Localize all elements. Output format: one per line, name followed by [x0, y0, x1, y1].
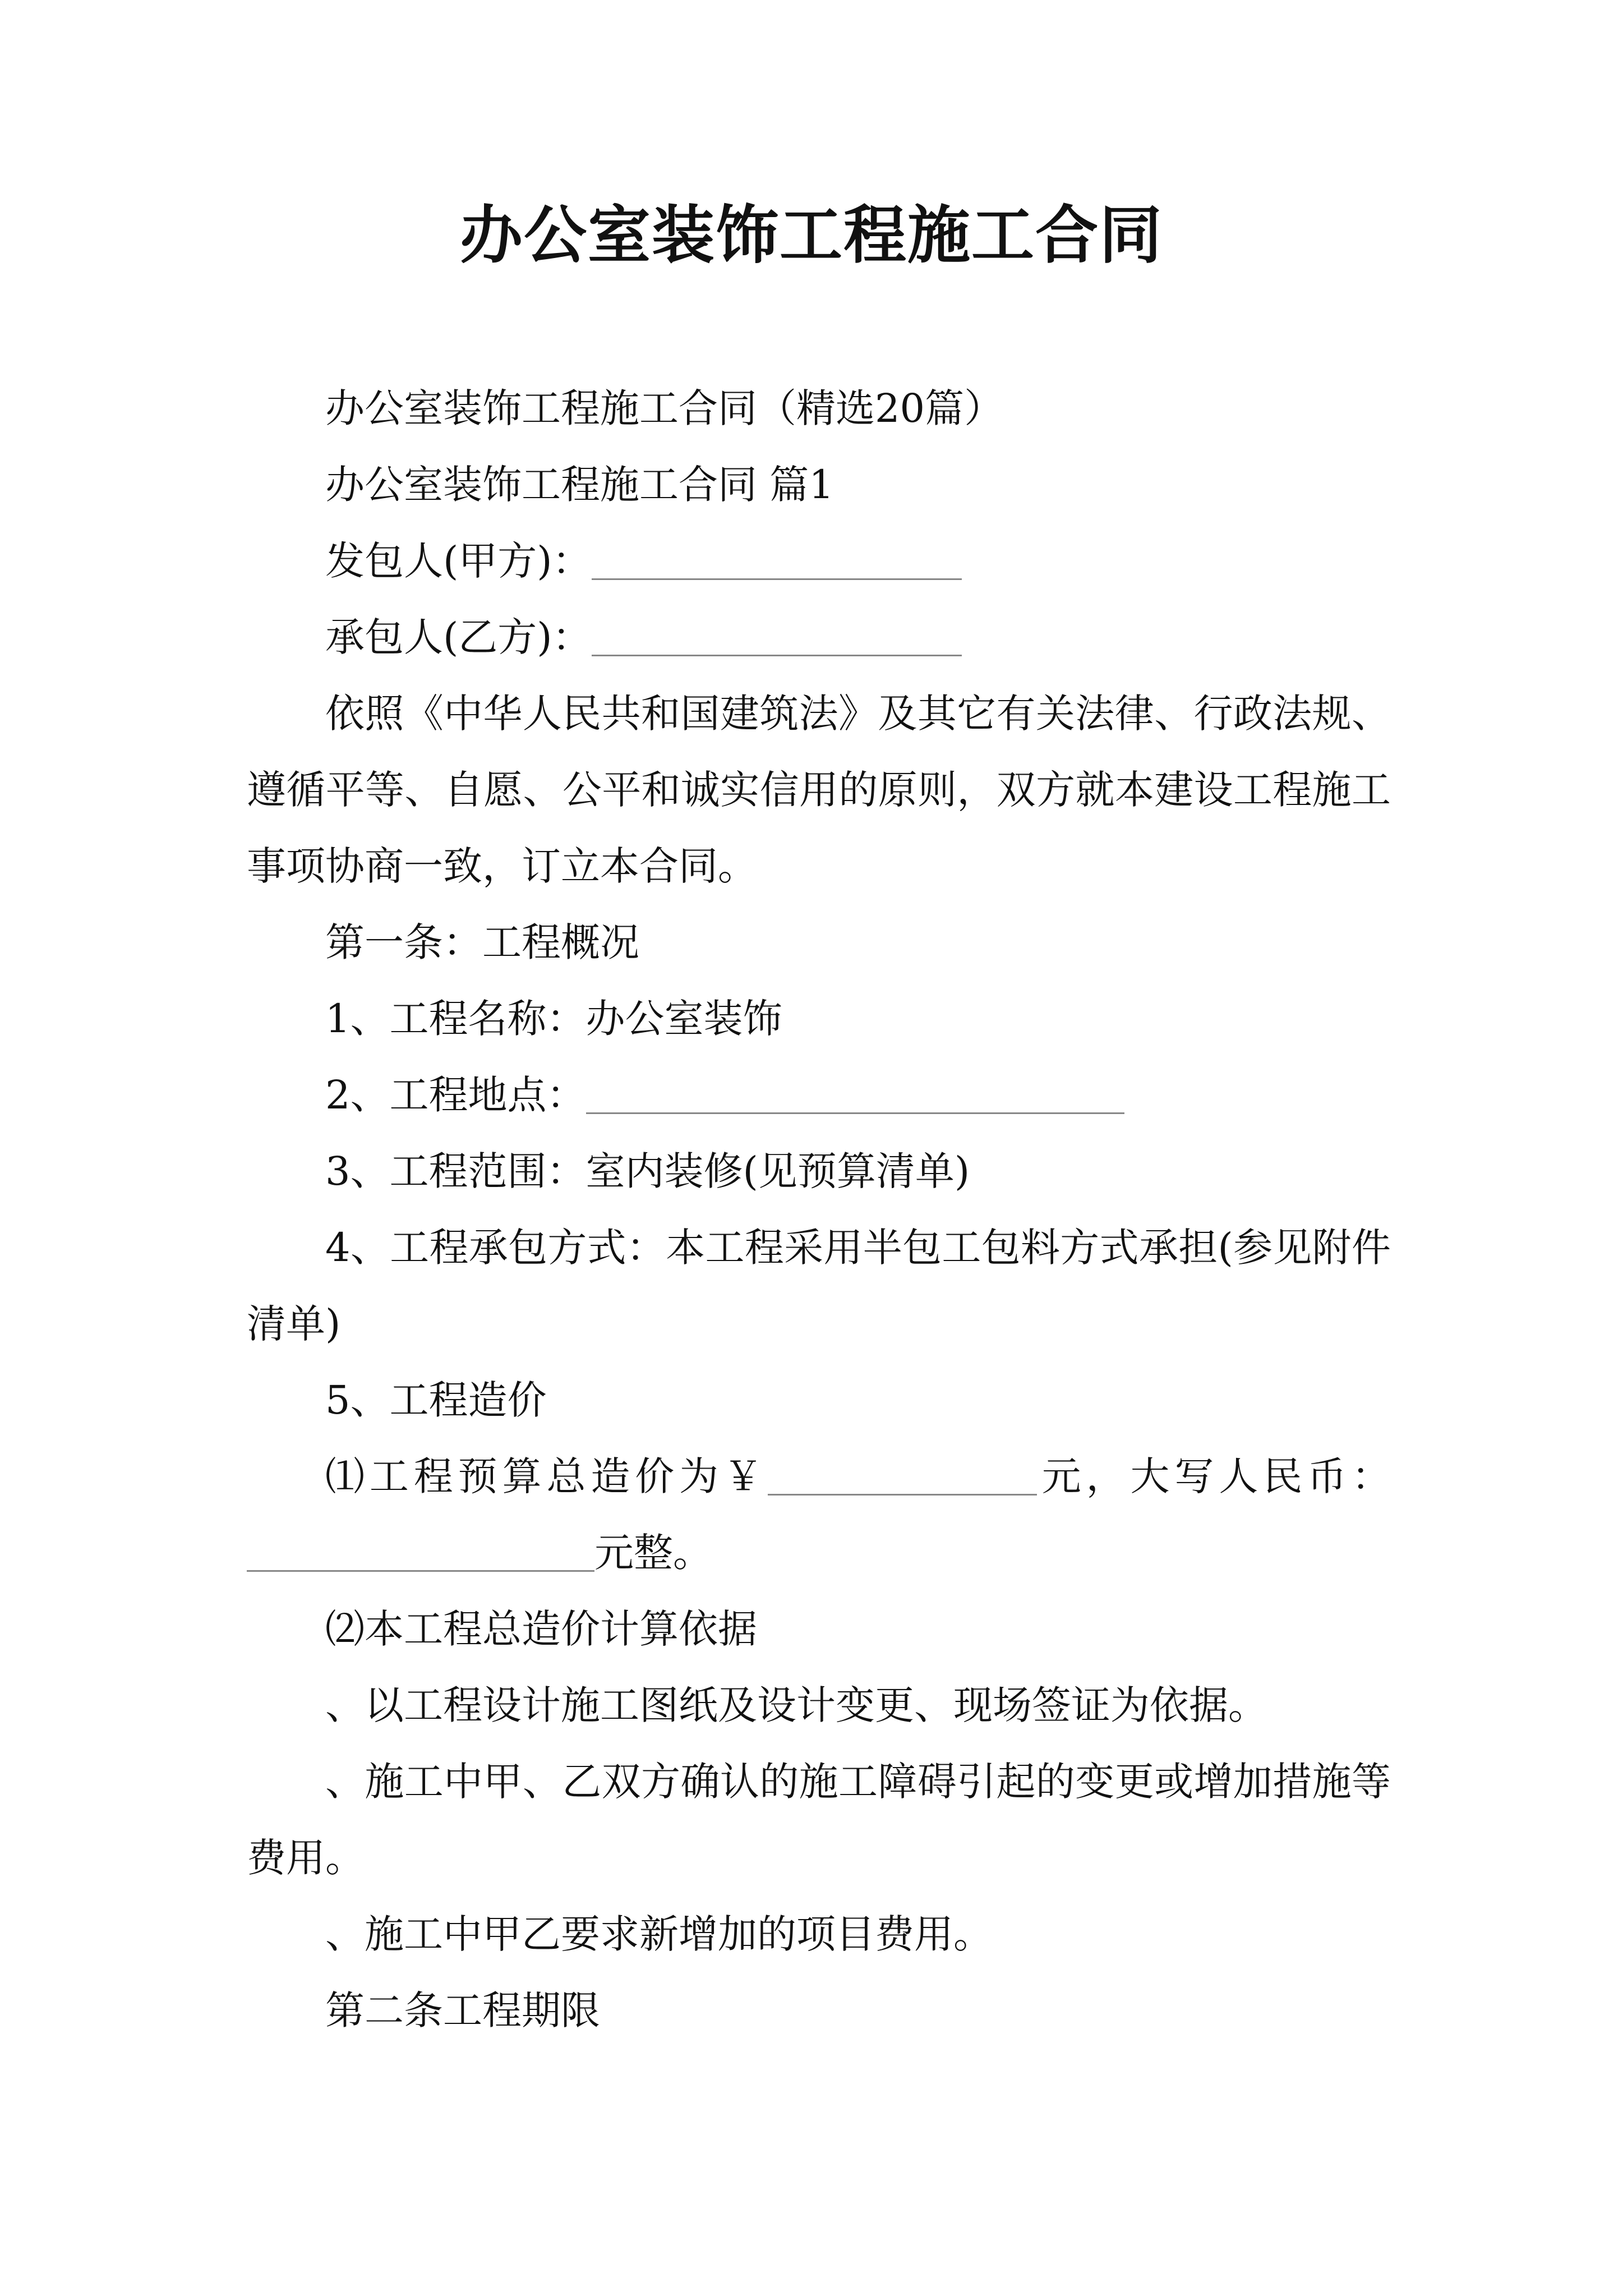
- total-cost-middle: 元，大写人民币：: [1036, 1453, 1391, 1499]
- project-location-line: [247, 1057, 1391, 1133]
- party-b-blank: [592, 610, 962, 656]
- cost-basis-2: 、施工中甲、乙双方确认的施工障碍引起的变更或增加措施等费用。: [247, 1759, 1391, 1881]
- cost-basis-3: 、施工中甲乙要求新增加的项目费用。: [325, 1911, 993, 1957]
- article2-heading: 第二条工程期限: [325, 1987, 600, 2033]
- document-title: 办公室装饰工程施工合同: [460, 199, 1163, 272]
- preamble-paragraph: 依照《中华人民共和国建筑法》及其它有关法律、行政法规、遵循平等、自愿、公平和诚实信用的原则，双方就本建设工程施工事项协商一致，订立本合同。: [247, 691, 1391, 889]
- total-cost-amount-blank: [768, 1449, 1037, 1496]
- section-heading: 办公室装饰工程施工合同 篇1: [325, 462, 834, 508]
- total-cost-words-blank: [247, 1525, 594, 1572]
- party-b-line: [247, 599, 1391, 675]
- party-a-label: 发包人(甲方)：: [325, 538, 592, 584]
- document-subtitle: 办公室装饰工程施工合同（精选20篇）: [325, 385, 1004, 431]
- article1-heading: 第一条：工程概况: [325, 919, 639, 965]
- total-cost-paragraph: [247, 1438, 1391, 1591]
- document-body: [247, 370, 1391, 2049]
- cost-basis-1: 、以工程设计施工图纸及设计变更、现场签证为依据。: [325, 1682, 1267, 1728]
- project-location-blank: [586, 1068, 1124, 1114]
- project-name-item: 1、工程名称：办公室装饰: [325, 996, 782, 1042]
- total-cost-suffix: 元整。: [594, 1530, 712, 1576]
- contract-method-item: 4、工程承包方式：本工程采用半包工包料方式承担(参见附件清单): [247, 1225, 1391, 1347]
- party-a-blank: [592, 533, 962, 580]
- party-b-label: 承包人(乙方)：: [325, 614, 592, 660]
- cost-basis-heading: ⑵本工程总造价计算依据: [325, 1606, 757, 1652]
- project-cost-item: 5、工程造价: [325, 1377, 547, 1423]
- total-cost-prefix: ⑴工程预算总造价为￥: [325, 1453, 768, 1499]
- project-scope-item: 3、工程范围：室内装修(见预算清单): [325, 1148, 970, 1194]
- project-location-label: 2、工程地点：: [325, 1072, 586, 1118]
- party-a-line: [247, 523, 1391, 599]
